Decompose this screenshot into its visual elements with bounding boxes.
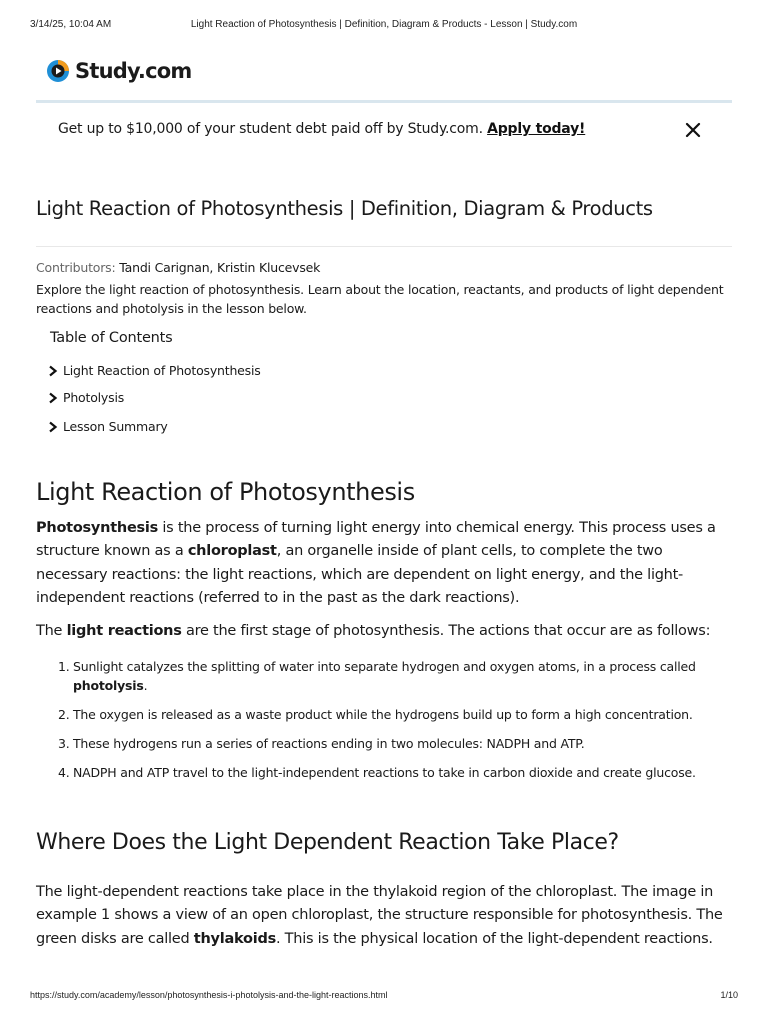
toc-item-light-reaction[interactable]: [48, 363, 261, 378]
promo-banner: [58, 121, 585, 137]
list-item-text: .: [143, 678, 148, 693]
contributors-names: Tandi Carignan, Kristin Klucevsek: [119, 260, 321, 275]
section-heading-where: Where Does the Light Dependent Reaction Take Place?: [36, 830, 619, 855]
study-com-logo[interactable]: [46, 57, 191, 85]
close-icon[interactable]: [684, 121, 702, 139]
play-logo-icon: [46, 59, 70, 83]
list-item-text: Sunlight catalyzes the splitting of water into separate hydrogen and oxygen atoms, in a process called: [73, 659, 696, 674]
paragraph-text: . This is the physical location of the light-dependent reactions.: [275, 930, 713, 947]
toc-item-photolysis[interactable]: [48, 390, 124, 405]
paragraph-light-reactions: [36, 620, 738, 643]
paragraph-text: are the first stage of photosynthesis. The actions that occur are as follows:: [181, 623, 711, 639]
paragraph-photosynthesis: [36, 517, 738, 610]
print-url: https://study.com/academy/lesson/photosynthesis-i-photolysis-and-the-light-reactions.html: [30, 990, 388, 1000]
chevron-right-icon: [48, 392, 58, 404]
page-title: Light Reaction of Photosynthesis | Definition, Diagram & Products: [36, 197, 653, 220]
list-item: [36, 734, 738, 753]
paragraph-text: The: [36, 623, 67, 639]
toc-item-label: Lesson Summary: [63, 419, 168, 434]
paragraph-text: is the process of turning light energy into chemical energy. This process uses a structure known as a: [36, 520, 716, 560]
logo-wordmark: Study.com: [75, 59, 192, 83]
list-item-text: The oxygen is released as a waste product while the hydrogens build up to form a high concentration.: [73, 707, 693, 722]
contributors-label: Contributors:: [36, 260, 120, 275]
term-thylakoids: thylakoids: [193, 930, 276, 947]
paragraph-thylakoid: [36, 881, 738, 951]
term-photosynthesis: Photosynthesis: [36, 520, 159, 536]
contributors: [36, 260, 320, 275]
light-reaction-steps: [36, 657, 738, 792]
print-page-number: 1/10: [720, 990, 738, 1000]
list-item-text: These hydrogens run a series of reactions ending in two molecules: NADPH and ATP.: [73, 736, 585, 751]
apply-today-link[interactable]: Apply today!: [487, 121, 586, 137]
chevron-right-icon: [48, 421, 58, 433]
list-item: [36, 763, 738, 782]
list-item-text: NADPH and ATP travel to the light-independent reactions to take in carbon dioxide and create glucose.: [73, 765, 696, 780]
list-number: 2.: [58, 707, 70, 722]
list-number: 4.: [58, 765, 70, 780]
term-light-reactions: light reactions: [66, 623, 182, 639]
chevron-right-icon: [48, 365, 58, 377]
list-number: 1.: [58, 659, 70, 674]
paragraph-text: , an organelle inside of plant cells, to complete the two necessary reactions: the light reactions, which are dependent on light energy, and the light-independent reactions (referred to in the past as the dark reactions).: [36, 543, 684, 606]
promo-text: Get up to $10,000 of your student debt paid off by Study.com.: [58, 121, 488, 137]
toc-item-label: Light Reaction of Photosynthesis: [63, 363, 261, 378]
section-heading-light-reaction: Light Reaction of Photosynthesis: [36, 478, 415, 506]
list-item: [36, 705, 738, 724]
term-photolysis: photolysis: [73, 678, 144, 693]
print-datetime: 3/14/25, 10:04 AM: [30, 19, 112, 30]
lesson-summary: Explore the light reaction of photosynthesis. Learn about the location, reactants, and products of light dependent reactions and photolysis in the lesson below.: [36, 282, 724, 316]
header-divider: [36, 100, 732, 103]
list-item: [36, 657, 738, 695]
list-number: 3.: [58, 736, 70, 751]
term-chloroplast: chloroplast: [187, 543, 277, 560]
toc-item-lesson-summary[interactable]: [48, 419, 168, 434]
title-divider: [36, 246, 732, 247]
toc-title: Table of Contents: [50, 330, 173, 346]
print-footer: [30, 990, 738, 1004]
paragraph-text: The light-dependent reactions take place in the thylakoid region of the chloroplast. The image in example 1 shows a view of an open chloroplast, the structure responsible for photosynthesis. The green disks are called: [36, 884, 723, 947]
print-doc-title: Light Reaction of Photosynthesis | Definition, Diagram & Products - Lesson | Study.com: [190, 19, 578, 30]
print-header: [30, 19, 738, 33]
toc-item-label: Photolysis: [63, 390, 125, 405]
